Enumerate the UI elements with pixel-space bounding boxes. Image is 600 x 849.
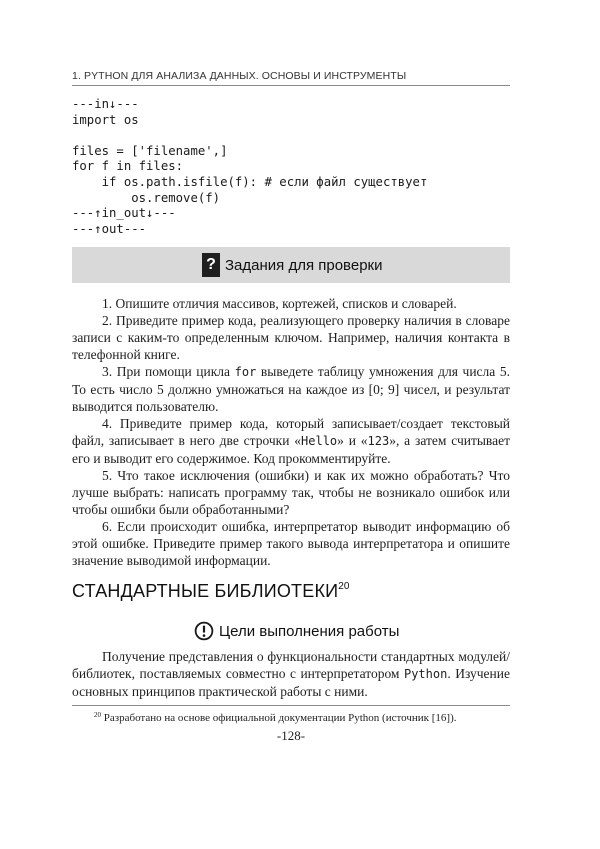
- section-title: СТАНДАРТНЫЕ БИБЛИОТЕКИ$^{20}$: [72, 581, 350, 601]
- task-item: 5. Что такое исключения (ошибки) и как их можно обработать? Что лучше выбрать: написать программу так, чтобы не возникало ошибок или чтобы ошибки были обработанными?: [72, 468, 510, 517]
- footnote-mark: 20: [94, 711, 101, 719]
- inline-code: for: [234, 365, 257, 379]
- footnote-ref: 20: [338, 581, 350, 592]
- footnote-text: Разработано на основе официальной документации Python (источник [16]).: [101, 712, 457, 724]
- tasks-heading-bar: [72, 247, 510, 283]
- tasks-heading: Задания для проверки: [225, 256, 383, 274]
- tasks-list: [72, 295, 510, 569]
- code-listing: ---in↓--- import os files = ['filename',] for f in files: if os.path.isfile(f): # если файл существует os.remove(f) ---↑in_out↓--- ---↑out---: [72, 97, 428, 236]
- goals-heading: [194, 620, 399, 642]
- footnote: [72, 705, 510, 725]
- inline-code: 123: [367, 434, 390, 448]
- running-head: 1. PYTHON ДЛЯ АНАЛИЗА ДАННЫХ. ОСНОВЫ И ИНСТРУМЕНТЫ: [72, 70, 510, 86]
- goals-heading-text: Цели выполнения работы: [219, 622, 400, 640]
- inline-code: Hello: [301, 434, 338, 448]
- exclamation-circle-icon: [194, 621, 214, 641]
- task-item: 1. Опишите отличия массивов, кортежей, списков и словарей.: [102, 296, 457, 311]
- inline-code: Python: [403, 667, 448, 681]
- page-number: -128-: [276, 728, 306, 743]
- task-item: 2. Приведите пример кода, реализующего проверку наличия в словаре записи с каким-то определенным ключом. Например, наличия контакта в телефонной книге.: [72, 313, 510, 362]
- task-item: 3. При помощи цикла for выведете таблицу умножения для числа 5. То есть число 5 должно умножаться на каждое из [0; 9] чисел, и результат выводится пользователю.: [72, 364, 511, 414]
- goals-paragraph: Получение представления о функциональности стандартных модулей/библиотек, поставляемых совместно с интерпретатором Python. Изучение основных принципов практической работы с ними.: [72, 649, 510, 699]
- task-item: 6. Если происходит ошибка, интерпретатор выводит информацию об этой ошибке. Приведите пример такого вывода интерпретатора и опишите значение выводимой информации.: [72, 519, 510, 568]
- question-mark-icon: ?: [202, 253, 220, 277]
- task-item: 4. Приведите пример кода, который записывает/создает текстовый файл, записывает в него две строчки «Hello» и «123», а затем считывает его и выводит его содержимое. Код прокомментируйте.: [72, 416, 511, 466]
